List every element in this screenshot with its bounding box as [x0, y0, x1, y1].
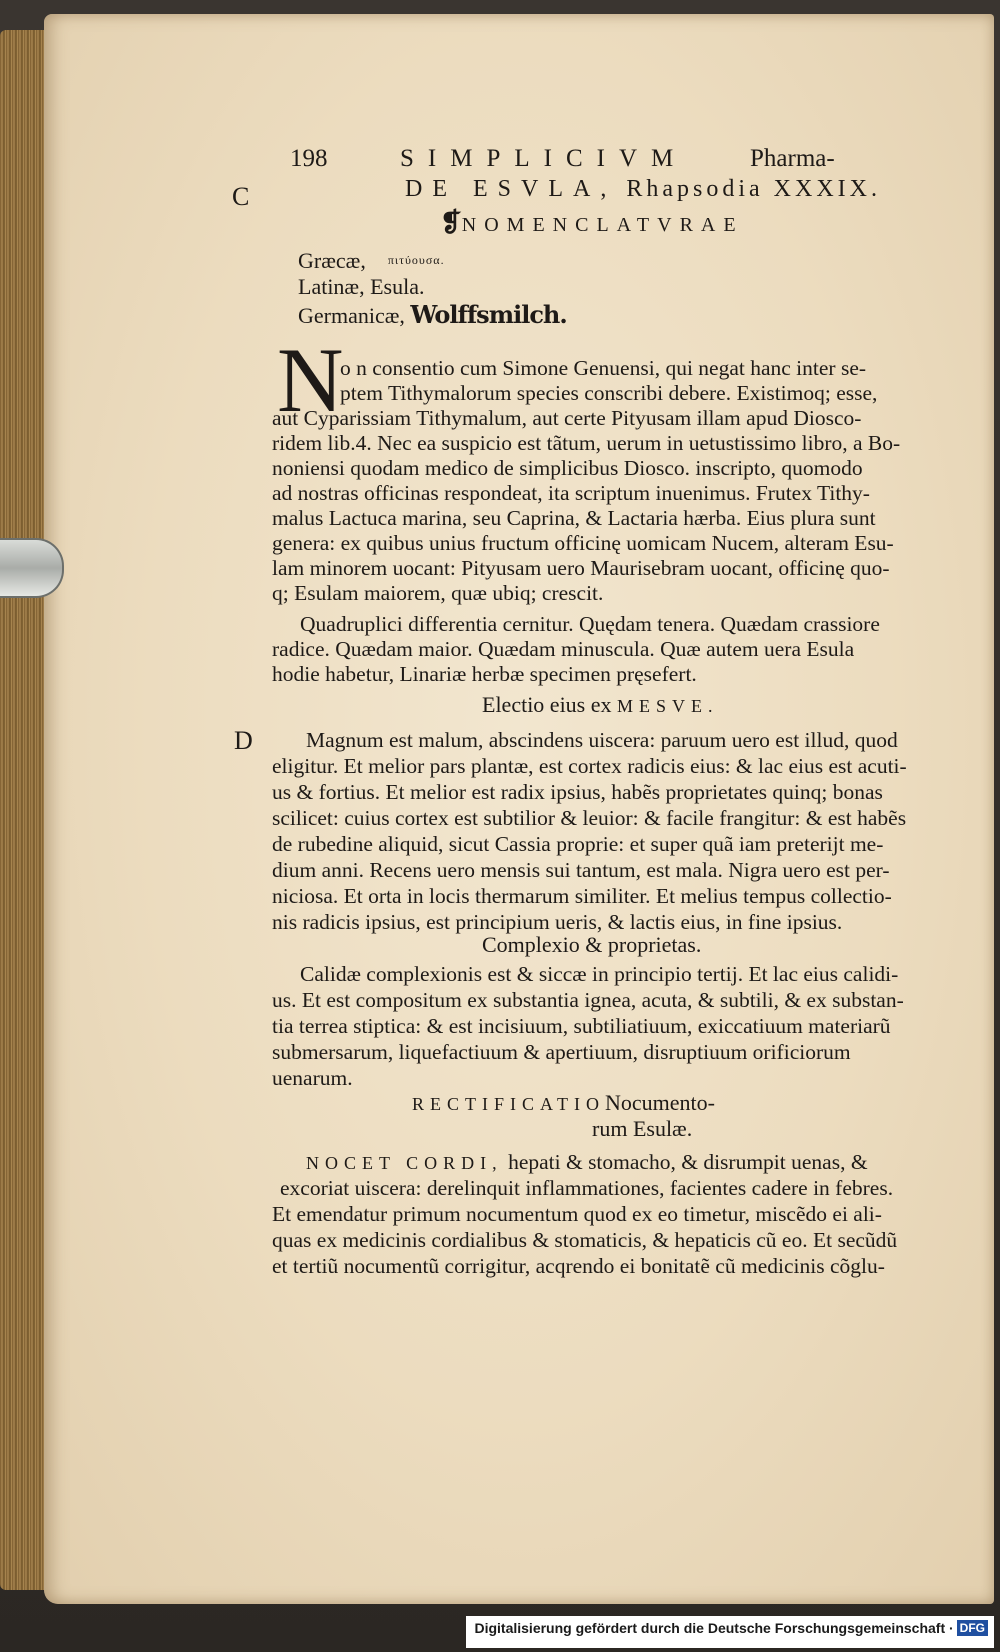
paragraph-5-line: Et emendatur primum nocumentum quod ex eo timetur, miscẽdo ei ali- [272, 1202, 882, 1226]
paragraph-3-line: scilicet: cuius cortex est subtilior & leuior: & facile frangitur: & est habẽs [272, 806, 907, 830]
bookmark-clip [0, 538, 64, 598]
dfg-footer-text: Digitalisierung gefördert durch die Deutsche Forschungsgemeinschaft · [474, 1620, 954, 1636]
paragraph-3-line: us & fortius. Et melior est radix ipsius, habẽs proprietates quinq; bonas [272, 780, 883, 804]
paragraph-1-line: q; Esulam maiorem, quæ ubiq; crescit. [272, 581, 604, 605]
paragraph-1-line: lam minorem uocant: Pityusam uero Maurisebram uocant, officinę quo- [272, 556, 890, 580]
dfg-footer [466, 1616, 994, 1648]
running-title: SIMPLICIVM [400, 145, 688, 172]
nomenclature-label: Græcæ, [298, 248, 366, 273]
paragraph-1-line: ad nostras officinas respondeat, ita scriptum inuenimus. Frutex Tithy- [272, 481, 870, 505]
heading-electio-text: Electio eius ex [482, 692, 612, 717]
nomenclature-german [298, 300, 567, 329]
margin-letter-d: D [234, 726, 253, 755]
paragraph-5-line: hepati & stomacho, & disrumpit uenas, & [508, 1150, 868, 1174]
running-head [290, 145, 950, 179]
heading-rectificatio-line2: rum Esulæ. [592, 1116, 693, 1141]
nomenclature-label: Latinæ, [298, 274, 365, 299]
nomenclature-latin [298, 274, 425, 300]
heading-complexio: Complexio & proprietas. [482, 932, 702, 957]
chapter-heading-suffix: Rhapsodia XXXIX. [626, 176, 881, 202]
paragraph-4-line: Calidæ complexionis est & siccæ in principio tertij. Et lac eius calidi- [300, 962, 899, 986]
running-title-tail: Pharma- [750, 145, 835, 172]
drop-cap: N [277, 329, 344, 431]
nomenclature-greek [298, 248, 445, 274]
paragraph-5-line: quas ex medicinis cordialibus & stomaticis, & hepaticis cũ eo. Et secũdũ [272, 1228, 898, 1252]
paragraph-1-line: o n consentio cum Simone Genuensi, qui negat hanc inter se- [340, 356, 867, 380]
page-number: 198 [290, 145, 328, 172]
pilcrow-icon: ❡ [440, 208, 462, 237]
paragraph-2-line: radice. Quædam maior. Quædam minuscula. Quæ autem uera Esula [272, 637, 855, 661]
heading-electio [482, 692, 719, 718]
dfg-logo: DFG [957, 1620, 988, 1636]
heading-rectificatio [412, 1090, 715, 1116]
book-edge [0, 30, 48, 1590]
section-nomenclature [440, 208, 744, 238]
paragraph-1-line: noniensi quodam medico de simplicibus Diosco. inscripto, quomodo [272, 456, 863, 480]
paragraph-1-line: malus Lactuca marina, seu Caprina, & Lactaria hærba. Eius plura sunt [272, 506, 876, 530]
section-nomenclature-title: NOMENCLATVRAE [461, 214, 744, 236]
paragraph-1-line: genera: ex quibus unius fructum officinę uomicam Nucem, alteram Esu- [272, 531, 894, 555]
chapter-heading-prefix: DE ESVLA, [405, 176, 617, 202]
paragraph-4-line: submersarum, liquefactiuum & apertiuum, disruptiuum orificiorum [272, 1040, 851, 1064]
paragraph-3-line: eligitur. Et melior pars plantæ, est cortex radicis eius: & lac eius est acuti- [272, 754, 907, 778]
paragraph-3-line: de rubedine aliquid, sicut Cassia proprie: et super quã iam preterijt me- [272, 832, 884, 856]
chapter-heading [405, 176, 881, 203]
nomenclature-value: πιτύουσα. [387, 253, 445, 267]
heading-rectificatio-rest: Nocumento- [605, 1090, 715, 1115]
paragraph-3-line: Magnum est malum, abscindens uiscera: paruum uero est illud, quod [306, 728, 898, 752]
paragraph-4-line: us. Et est compositum ex substantia ignea, acuta, & subtili, & ex substan- [272, 988, 904, 1012]
heading-rectificatio-caps: RECTIFICATIO [412, 1094, 605, 1114]
paragraph-2-line: Quadruplici differentia cernitur. Quędam tenera. Quædam crassiore [300, 612, 880, 636]
heading-electio-author: MESVE. [617, 696, 719, 716]
paragraph-2-line: hodie habetur, Linariæ herbæ specimen pręsefert. [272, 662, 697, 686]
paragraph-5-line: et tertiũ nocumentũ corrigitur, acqrendo ei bonitatẽ cũ medicinis cõglu- [272, 1254, 885, 1278]
margin-letter-c: C [232, 182, 250, 211]
nomenclature-label: Germanicæ, [298, 303, 405, 328]
paragraph-4-line: uenarum. [272, 1066, 353, 1090]
paragraph-1-line: aut Cyparissiam Tithymalum, aut certe Pityusam illam apud Diosco- [272, 406, 862, 430]
paragraph-3-line: niciosa. Et orta in locis thermarum similiter. Et melius tempus collectio- [272, 884, 892, 908]
paragraph-3-line: dium anni. Recens uero mensis sui tantum, est mala. Nigra uero est per- [272, 858, 890, 882]
nomenclature-value: Wolffsmilch. [410, 300, 567, 329]
paragraph-5-first-line [306, 1150, 868, 1175]
paragraph-1-line: ridem lib.4. Nec ea suspicio est tãtum, uerum in uetustissimo libro, a Bo- [272, 431, 901, 455]
paragraph-5-lead: NOCET CORDI, [306, 1153, 503, 1173]
paragraph-5-line: excoriat uiscera: derelinquit inflammationes, facientes cadere in febres. [280, 1176, 894, 1200]
nomenclature-value: Esula. [370, 274, 425, 299]
paragraph-3-line: nis radicis ipsius, est principium ueris, & lactis eius, in fine ipsius. [272, 910, 843, 934]
paragraph-1-line: ptem Tithymalorum species conscribi debere. Existimoq; esse, [340, 381, 878, 405]
paragraph-4-line: tia terrea stiptica: & est incisiuum, subtiliatiuum, exiccatiuum materiarũ [272, 1014, 891, 1038]
